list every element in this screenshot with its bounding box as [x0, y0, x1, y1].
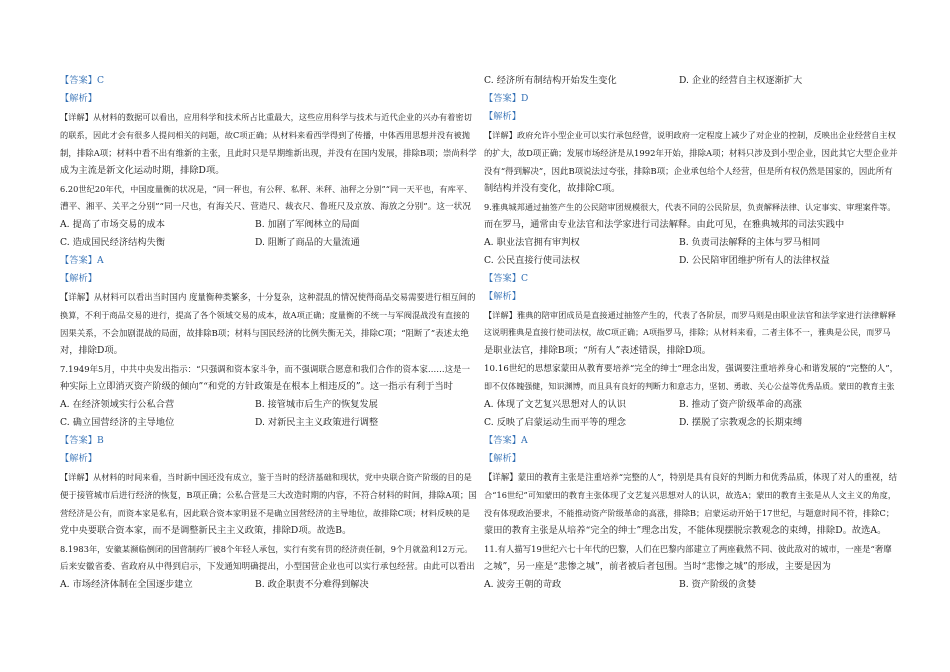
q9-stem-line: 而在罗马，通常由专业法官和法学家进行司法解释。由此可见，在雅典城邦的司法实践中 — [484, 219, 845, 230]
q8-detail-line: 的扩大，故D项正确；发展市场经济是从1992年开始，排除A项；材料只涉及到小型企业，因此其它大型企业并 — [484, 148, 898, 158]
q9-option-d: D. 公民陪审团维护所有人的法律权益 — [679, 255, 830, 266]
q8-option-b: B. 政企职责不分难得到解决 — [255, 579, 369, 590]
q8-option-a: A. 市场经济体制在全国逐步建立 — [60, 579, 193, 590]
q8-detail-line: 制结构并没有变化，故排除C项。 — [484, 183, 621, 194]
q8-stem-line: 后来安徽省委、省政府从中得到启示，下发通知明确提出，小型国营企业也可以实行承包经营。由此可以看出 — [60, 562, 475, 572]
q9-detail-line: 【详解】雅典的陪审团成员是直接通过抽签产生的，代表了各阶层，而罗马则是由职业法官和法学家进行法律解释 — [484, 310, 896, 320]
q9-option-c: C. 公民直接行使司法权 — [484, 255, 580, 266]
q6-option-b: B. 加剧了军阀林立的局面 — [255, 219, 360, 230]
q7-option-a: A. 在经济领域实行公私合营 — [60, 399, 175, 410]
q7-option-c: C. 确立国营经济的主导地位 — [60, 417, 175, 428]
q9-answer: 【答案】C — [484, 273, 529, 284]
q7-detail-line: 便于接管城市后进行经济的恢复，B项正确；公私合营是三大改造时期的内容，不符合材料的时间，排除A项；国 — [60, 490, 477, 500]
q10-analysis-label: 【解析】 — [484, 453, 521, 464]
q10-stem-line: 即不仅体魄强健，知识渊博，而且具有良好的判断力和意志力，坚韧、勇敢、关心公益等优秀品质。蒙田的教育主张 — [484, 382, 895, 391]
q9-option-a: A. 职业法官拥有审判权 — [484, 237, 580, 248]
q10-option-b: B. 推动了资产阶级革命的高涨 — [679, 399, 802, 410]
q10-option-a: A. 体现了文艺复兴思想对人的认识 — [484, 399, 626, 410]
q5-analysis-label: 【解析】 — [60, 93, 97, 104]
q5-detail-line: 的联系，因此才会有很多人提问相关的问题，故C项正确；从材料来看西学得到了传播，中体西用思想并没有被抛 — [60, 130, 470, 140]
q5-detail-line: 成为主流是新文化运动时期，排除D项。 — [60, 165, 225, 176]
q6-stem-line: 漕平、湘平、关平之分别”“同一尺也，有海关尺、营造尺、裁衣尺、鲁班尺及京放、海放之分别”。这一状况 — [60, 202, 471, 212]
q6-option-c: C. 造成国民经济结构失衡 — [60, 237, 166, 248]
q5-answer: 【答案】C — [60, 75, 105, 86]
q10-detail-line: 合“16世纪”可知蒙田的教育主张体现了文艺复兴思想对人的认识，故选A；蒙田的教育主张是从人文主义的角度， — [484, 490, 897, 500]
q10-option-c: C. 反映了启蒙运动生而平等的理念 — [484, 417, 627, 428]
q6-detail-line: 【详解】从材料可以看出当时国内 度量衡种类繁多，十分复杂，这种混乱的情况使得商品交易需要进行相互间的 — [60, 292, 476, 302]
q8-detail-line: 没有“得到解决”，因此B项说法过夸张，排除B项；企业承包给个人经营，但是所有权仍然是国家的，因此所有 — [484, 166, 893, 176]
q7-stem-line: 7.1949年5月，中共中央发出指示：“只强调和资本家斗争，而不强调联合愿意和我们合作的资本家……这是一 — [60, 364, 471, 374]
q10-detail-line: 【详解】蒙田的教育主张是注重培养“完整的人”，特别是具有良好的判断力和优秀品质，体现了对人的重视，结 — [484, 472, 898, 482]
q9-option-b: B. 负责司法解释的主体与罗马相同 — [679, 237, 821, 248]
q8-option-d: D. 企业的经营自主权逐渐扩大 — [679, 75, 803, 86]
q9-detail-line: 这说明雅典是直接行使司法权，故C项正确；A项指罗马，排除；从材料来看，二者主体不一，雅典是公民，而罗马 — [484, 328, 891, 337]
q7-detail-line: 党中央要联合资本家，而不是调整新民主主义政策，排除D项。故选B。 — [60, 525, 352, 536]
q6-detail-line: 换算，不利于商品交易的进行，提高了各个领域交易的成本，故A项正确；度量衡的不统一与军阀混战没有直接的 — [60, 310, 470, 320]
q7-option-d: D. 对新民主主义政策进行调整 — [255, 417, 379, 428]
q6-detail-line: 因果关系，不会加剧混战的局面，故排除B项；材料与国民经济的比例失衡无关，排除C项；“阻断了”表述太绝 — [60, 328, 469, 338]
q10-answer: 【答案】A — [484, 435, 528, 446]
q10-detail-line: 蒙田的教育主张是从培养“完全的绅士”理念出发，不能体现摆脱宗教观念的束缚，排除D。故选A。 — [484, 525, 887, 536]
q8-stem-line: 8.1983年，安徽某濒临倒闭的国营制药厂被8个年轻人承包，实行有奖有罚的经济责任制，9个月就盈利12万元。 — [60, 544, 473, 554]
q11-option-a: A. 波旁王朝的苛政 — [484, 579, 562, 590]
q10-stem-line: 10.16世纪的思想家蒙田从教育要培养“完全的绅士”理念出发，强调要注重培养身心和谐发展的“完整的人”， — [484, 364, 899, 374]
q6-option-d: D. 阻断了商品的大量流通 — [255, 237, 360, 248]
q11-stem-line: 之城”，另一座是“悲惨之城”，前者被后者包围。当时“悲惨之城”的形成，主要是因为 — [484, 561, 832, 572]
q5-detail-line: 制，排除A项；材料中看不出有维新的主张，且此时只是早期维新出现，并没有在国内发展，排除B项；崇尚科学 — [60, 148, 477, 158]
q8-option-c: C. 经济所有制结构开始发生变化 — [484, 75, 617, 86]
q11-option-b: B. 资产阶级的贪婪 — [679, 579, 756, 590]
q6-analysis-label: 【解析】 — [60, 273, 97, 284]
q6-option-a: A. 提高了市场交易的成本 — [60, 219, 166, 230]
q8-answer: 【答案】D — [484, 93, 529, 104]
q7-option-b: B. 接管城市后生产的恢复发展 — [255, 399, 378, 410]
q9-detail-line: 是职业法官，排除B项；“所有人”表述错误，排除D项。 — [484, 345, 711, 356]
q10-option-d: D. 摆脱了宗教观念的长期束缚 — [679, 417, 803, 428]
q7-answer: 【答案】B — [60, 435, 104, 446]
q11-stem-line: 11.有人描写19世纪六七十年代的巴黎，人们在巴黎内部建立了两座截然不同、彼此敌对的城市，一座是“奢靡 — [484, 544, 892, 554]
q6-detail-line: 对，排除D项。 — [60, 345, 123, 356]
q6-stem-line: 6.20世纪20年代，中国度量衡的状况是，“同一秤也，有公秤、私秤、米秤、油秤之分别”“同一天平也，有库平、 — [60, 184, 473, 194]
q7-analysis-label: 【解析】 — [60, 453, 97, 464]
q9-analysis-label: 【解析】 — [484, 291, 521, 302]
q7-detail-line: 营经济是公有，而资本家是私有，因此联合资本家明显不是确立国营经济的主导地位，故排除C项；材料反映的是 — [60, 508, 470, 518]
q6-answer: 【答案】A — [60, 255, 104, 266]
q8-analysis-label: 【解析】 — [484, 111, 521, 122]
q5-detail-line: 【详解】从材料的数据可以看出，应用科学和技术所占比重最大，这些应用科学与技术与近代企业的兴办有着密切 — [60, 112, 472, 122]
q7-detail-line: 【详解】从材料的时间来看，当时新中国还没有成立，鉴于当时的经济基础和现状，党中央联合资产阶级的目的是 — [60, 472, 472, 482]
q9-stem-line: 9.雅典城邦通过抽签产生的公民陪审团规模很大，代表不同的公民阶层，负责解释法律、认定事实、审理案件等。 — [484, 202, 896, 212]
q8-detail-line: 【详解】政府允许小型企业可以实行承包经营，说明政府一定程度上减少了对企业的控制，反映出企业经营自主权 — [484, 130, 896, 140]
q7-stem-line: 种实际上立即消灭资产阶级的倾向”“和党的方针政策是在根本上相违反的”。这一指示有利于当时 — [60, 381, 453, 392]
q10-detail-line: 没有体现政治要求，不能推动资产阶级革命的高涨，排除B；启蒙运动开始于17世纪，与题意时间不符，排除C； — [484, 508, 895, 518]
